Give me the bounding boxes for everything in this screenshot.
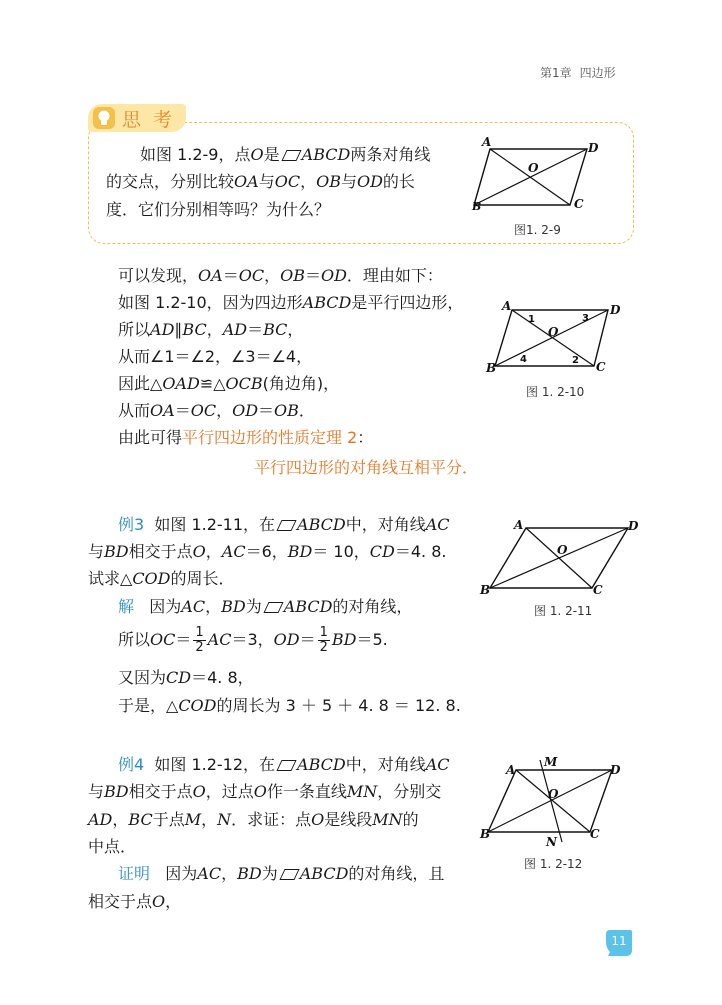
fraction	[318, 626, 330, 655]
text: 的周长．	[170, 569, 235, 588]
text: ：	[357, 428, 374, 447]
var: BD	[221, 597, 246, 616]
caption-1-2-12: 图 1. 2-12	[524, 857, 583, 871]
text: 可以发现，	[118, 266, 199, 285]
text: 的周长为 3 ＋ 5 ＋ 4. 8 ＝ 12. 8.	[216, 696, 461, 715]
proof1-line-5	[118, 370, 339, 398]
text: ＝	[174, 401, 191, 420]
var: BC	[182, 320, 207, 339]
proof-label: 证明	[118, 864, 151, 883]
label-c: C	[596, 360, 606, 374]
text: ．	[298, 401, 315, 420]
angle-1: 1	[528, 314, 535, 325]
parallelogram-icon	[276, 520, 296, 531]
text: 因此△	[118, 374, 163, 393]
proof1-line-6	[118, 397, 315, 425]
diagonal-ac	[516, 770, 590, 832]
var: OC	[274, 172, 301, 191]
text: 作一条直线	[266, 782, 347, 801]
var: ABCD	[301, 145, 351, 164]
text: ＝5.	[356, 630, 388, 649]
label-a: A	[482, 135, 492, 149]
label-o: O	[557, 543, 568, 557]
text: 所以	[118, 630, 151, 649]
var: O	[192, 782, 206, 801]
parallelogram-icon	[281, 150, 301, 161]
denominator: 2	[195, 640, 204, 655]
text: ＝6，	[245, 542, 288, 561]
text: ，	[216, 401, 233, 420]
example3-line-3	[88, 565, 235, 593]
example4-line-6	[88, 888, 181, 916]
text: 试求△	[88, 569, 133, 588]
text: 如图 1.2-10，因为四边形	[118, 293, 303, 312]
text: (角边角)，	[262, 374, 340, 393]
text: 因为	[165, 864, 198, 883]
text: 于是，△	[118, 696, 179, 715]
text: 相交于点	[128, 542, 193, 561]
var: AD	[88, 810, 113, 829]
text: ，	[206, 320, 223, 339]
text: ≌△	[199, 374, 226, 393]
var: OA	[150, 401, 175, 420]
think-line-2	[106, 168, 415, 196]
var: OD	[232, 401, 259, 420]
text: 的长	[382, 172, 415, 191]
example4-line-5	[118, 860, 444, 888]
text: 因为	[149, 597, 182, 616]
text: 中，对角线	[345, 515, 426, 534]
text: ，	[287, 320, 304, 339]
label-b: B	[480, 827, 491, 841]
text: 的	[402, 810, 419, 829]
var: OA	[198, 266, 223, 285]
figure-1-2-10	[486, 300, 626, 382]
example-label: 例3	[118, 515, 145, 534]
var: ABCD	[302, 293, 352, 312]
var: AC	[425, 515, 450, 534]
example3-line-4	[118, 593, 412, 621]
fraction	[193, 626, 205, 655]
example-label: 例4	[118, 755, 145, 774]
text: ＝	[247, 320, 264, 339]
text: 从而	[118, 401, 151, 420]
text: 为	[261, 864, 278, 883]
var: OCB	[225, 374, 263, 393]
var: AC	[197, 864, 222, 883]
var: AD	[150, 320, 175, 339]
label-a: A	[502, 299, 512, 313]
text: ＝4. 8，	[191, 668, 254, 687]
label-c: C	[574, 197, 584, 211]
angle-2: 2	[572, 355, 579, 366]
text: 与	[88, 782, 105, 801]
var: BD	[237, 864, 262, 883]
text: 如图 1.2-11，在	[154, 515, 276, 534]
var: BD	[104, 782, 129, 801]
text: 的对角线，	[332, 597, 413, 616]
label-b: B	[472, 200, 482, 213]
var: MN	[346, 782, 378, 801]
caption-1-2-11: 图 1. 2-11	[534, 604, 593, 618]
var: OB	[316, 172, 341, 191]
var: CD	[166, 668, 192, 687]
text: ，	[300, 172, 317, 191]
var: M	[184, 810, 202, 829]
example4-line-3	[88, 806, 419, 834]
example3-line-7	[118, 692, 461, 720]
think-title: 思考	[122, 109, 185, 131]
var: AD	[222, 320, 248, 339]
example4-line-4: 中点．	[88, 837, 137, 856]
var: AC	[425, 755, 450, 774]
text: 为	[245, 597, 262, 616]
proof1-line-7	[118, 424, 373, 452]
text: 相交于点	[128, 782, 193, 801]
text: ，	[221, 864, 238, 883]
var: ABCD	[297, 515, 346, 534]
example3-line-1	[118, 511, 450, 539]
var: OB	[274, 401, 299, 420]
var: O	[253, 782, 267, 801]
var: AC	[207, 630, 232, 649]
think-line-3: 度．它们分别相等吗？为什么？	[106, 200, 331, 219]
page-number: 11	[611, 934, 627, 948]
text: ，分别交	[377, 782, 442, 801]
text: ．求证：点	[231, 810, 312, 829]
parallelogram-icon	[276, 760, 296, 771]
text: ∥	[174, 320, 183, 339]
parallelogram-icon	[263, 602, 283, 613]
text: 相交于点	[88, 892, 153, 911]
caption-1-2-10: 图 1. 2-10	[526, 385, 585, 399]
theorem-statement: 平行四边形的对角线互相平分．	[254, 458, 479, 477]
text: ＝ 10，	[312, 542, 370, 561]
var: OD	[273, 630, 300, 649]
var: ABCD	[297, 755, 346, 774]
var: BD	[331, 630, 357, 649]
figure-1-2-9	[474, 134, 614, 220]
label-b: B	[486, 361, 497, 375]
var: O	[250, 145, 264, 164]
var: BD	[287, 542, 313, 561]
angle-4: 4	[520, 354, 527, 365]
diagonal-bd	[474, 149, 587, 205]
text: ＝	[222, 266, 239, 285]
text: ，	[205, 542, 222, 561]
think-line-1	[140, 141, 430, 169]
caption-1-2-9: 图1. 2-9	[514, 223, 561, 237]
text: 两条对角线	[350, 145, 431, 164]
var: BC	[263, 320, 288, 339]
numerator: 1	[195, 625, 204, 640]
chapter-number: 第1章	[540, 66, 572, 80]
numerator: 1	[319, 625, 328, 640]
text: ＝4. 8.	[394, 542, 447, 561]
text: ，	[264, 266, 281, 285]
diagonal-bd	[490, 528, 628, 588]
var: BD	[104, 542, 129, 561]
label-d: D	[610, 763, 621, 777]
text: 是平行四边形，	[351, 293, 464, 312]
text: 由此可得	[118, 428, 183, 447]
text: 的交点，分别比较	[106, 172, 235, 191]
example3-line-5	[118, 626, 388, 655]
text: ＝3，	[231, 630, 274, 649]
parallelogram-icon	[279, 869, 299, 880]
label-m: M	[544, 755, 558, 769]
text: 与	[88, 542, 105, 561]
var: OAD	[162, 374, 200, 393]
var: AC	[181, 597, 206, 616]
text: 所以	[118, 320, 151, 339]
text: 如图 1.2-9，点	[140, 145, 251, 164]
text: 是线段	[324, 810, 373, 829]
text: 是	[263, 145, 280, 164]
text: 于点	[152, 810, 185, 829]
text: 如图 1.2-12，在	[154, 755, 276, 774]
example4-line-1	[118, 751, 450, 779]
figure-1-2-11	[480, 516, 640, 596]
label-a: A	[506, 763, 516, 777]
var: OA	[234, 172, 259, 191]
text: ，	[201, 810, 218, 829]
denominator: 2	[319, 640, 328, 655]
text: 与	[258, 172, 275, 191]
var: CD	[369, 542, 395, 561]
example3-line-2	[88, 538, 447, 566]
var: N	[217, 810, 232, 829]
text: 中，对角线	[345, 755, 426, 774]
text: 又因为	[118, 668, 167, 687]
text: ＝	[258, 401, 275, 420]
label-d: D	[588, 141, 599, 155]
label-o: O	[548, 787, 559, 801]
text: 与	[340, 172, 357, 191]
text: ＝	[304, 266, 321, 285]
bulb-icon	[92, 106, 116, 130]
var: OC	[238, 266, 265, 285]
var: OB	[280, 266, 305, 285]
text: ，	[165, 892, 182, 911]
theorem-name: 平行四边形的性质定理 2	[182, 428, 358, 447]
label-b: B	[480, 583, 491, 597]
var: O	[192, 542, 206, 561]
label-o: O	[548, 325, 559, 339]
label-d: D	[628, 519, 639, 533]
proof1-line-2	[118, 289, 463, 317]
var: ABCD	[299, 864, 349, 883]
text: ＝	[299, 630, 316, 649]
var: MN	[372, 810, 403, 829]
label-o: O	[528, 161, 539, 175]
var: AC	[221, 542, 246, 561]
var: O	[152, 892, 166, 911]
proof1-line-4: 从而∠1＝∠2，∠3＝∠4，	[118, 347, 313, 366]
var: OC	[150, 630, 176, 649]
var: BC	[128, 810, 153, 829]
text: ＝	[175, 630, 192, 649]
label-c: C	[590, 827, 600, 841]
example4-line-2	[88, 778, 441, 806]
line-mn	[540, 760, 562, 842]
text: ，过点	[205, 782, 254, 801]
var: O	[311, 810, 325, 829]
text: 的对角线，且	[348, 864, 445, 883]
var: ABCD	[283, 597, 333, 616]
proof1-line-3	[118, 316, 303, 344]
text: ．理由如下：	[346, 266, 443, 285]
var: COD	[178, 696, 217, 715]
label-n: N	[546, 835, 557, 849]
var: OD	[356, 172, 383, 191]
page-header	[540, 64, 616, 81]
angle-3: 3	[582, 313, 589, 324]
label-a: A	[514, 518, 524, 532]
var: OD	[320, 266, 347, 285]
var: OC	[190, 401, 217, 420]
example3-line-6	[118, 664, 254, 692]
var: COD	[132, 569, 171, 588]
label-d: D	[610, 303, 621, 317]
text: ，	[205, 597, 222, 616]
label-c: C	[593, 583, 603, 597]
solution-label: 解	[118, 597, 135, 616]
text: ，	[112, 810, 129, 829]
chapter-title: 四边形	[579, 66, 616, 80]
figure-1-2-12	[480, 754, 630, 854]
proof1-line-1	[118, 262, 443, 290]
